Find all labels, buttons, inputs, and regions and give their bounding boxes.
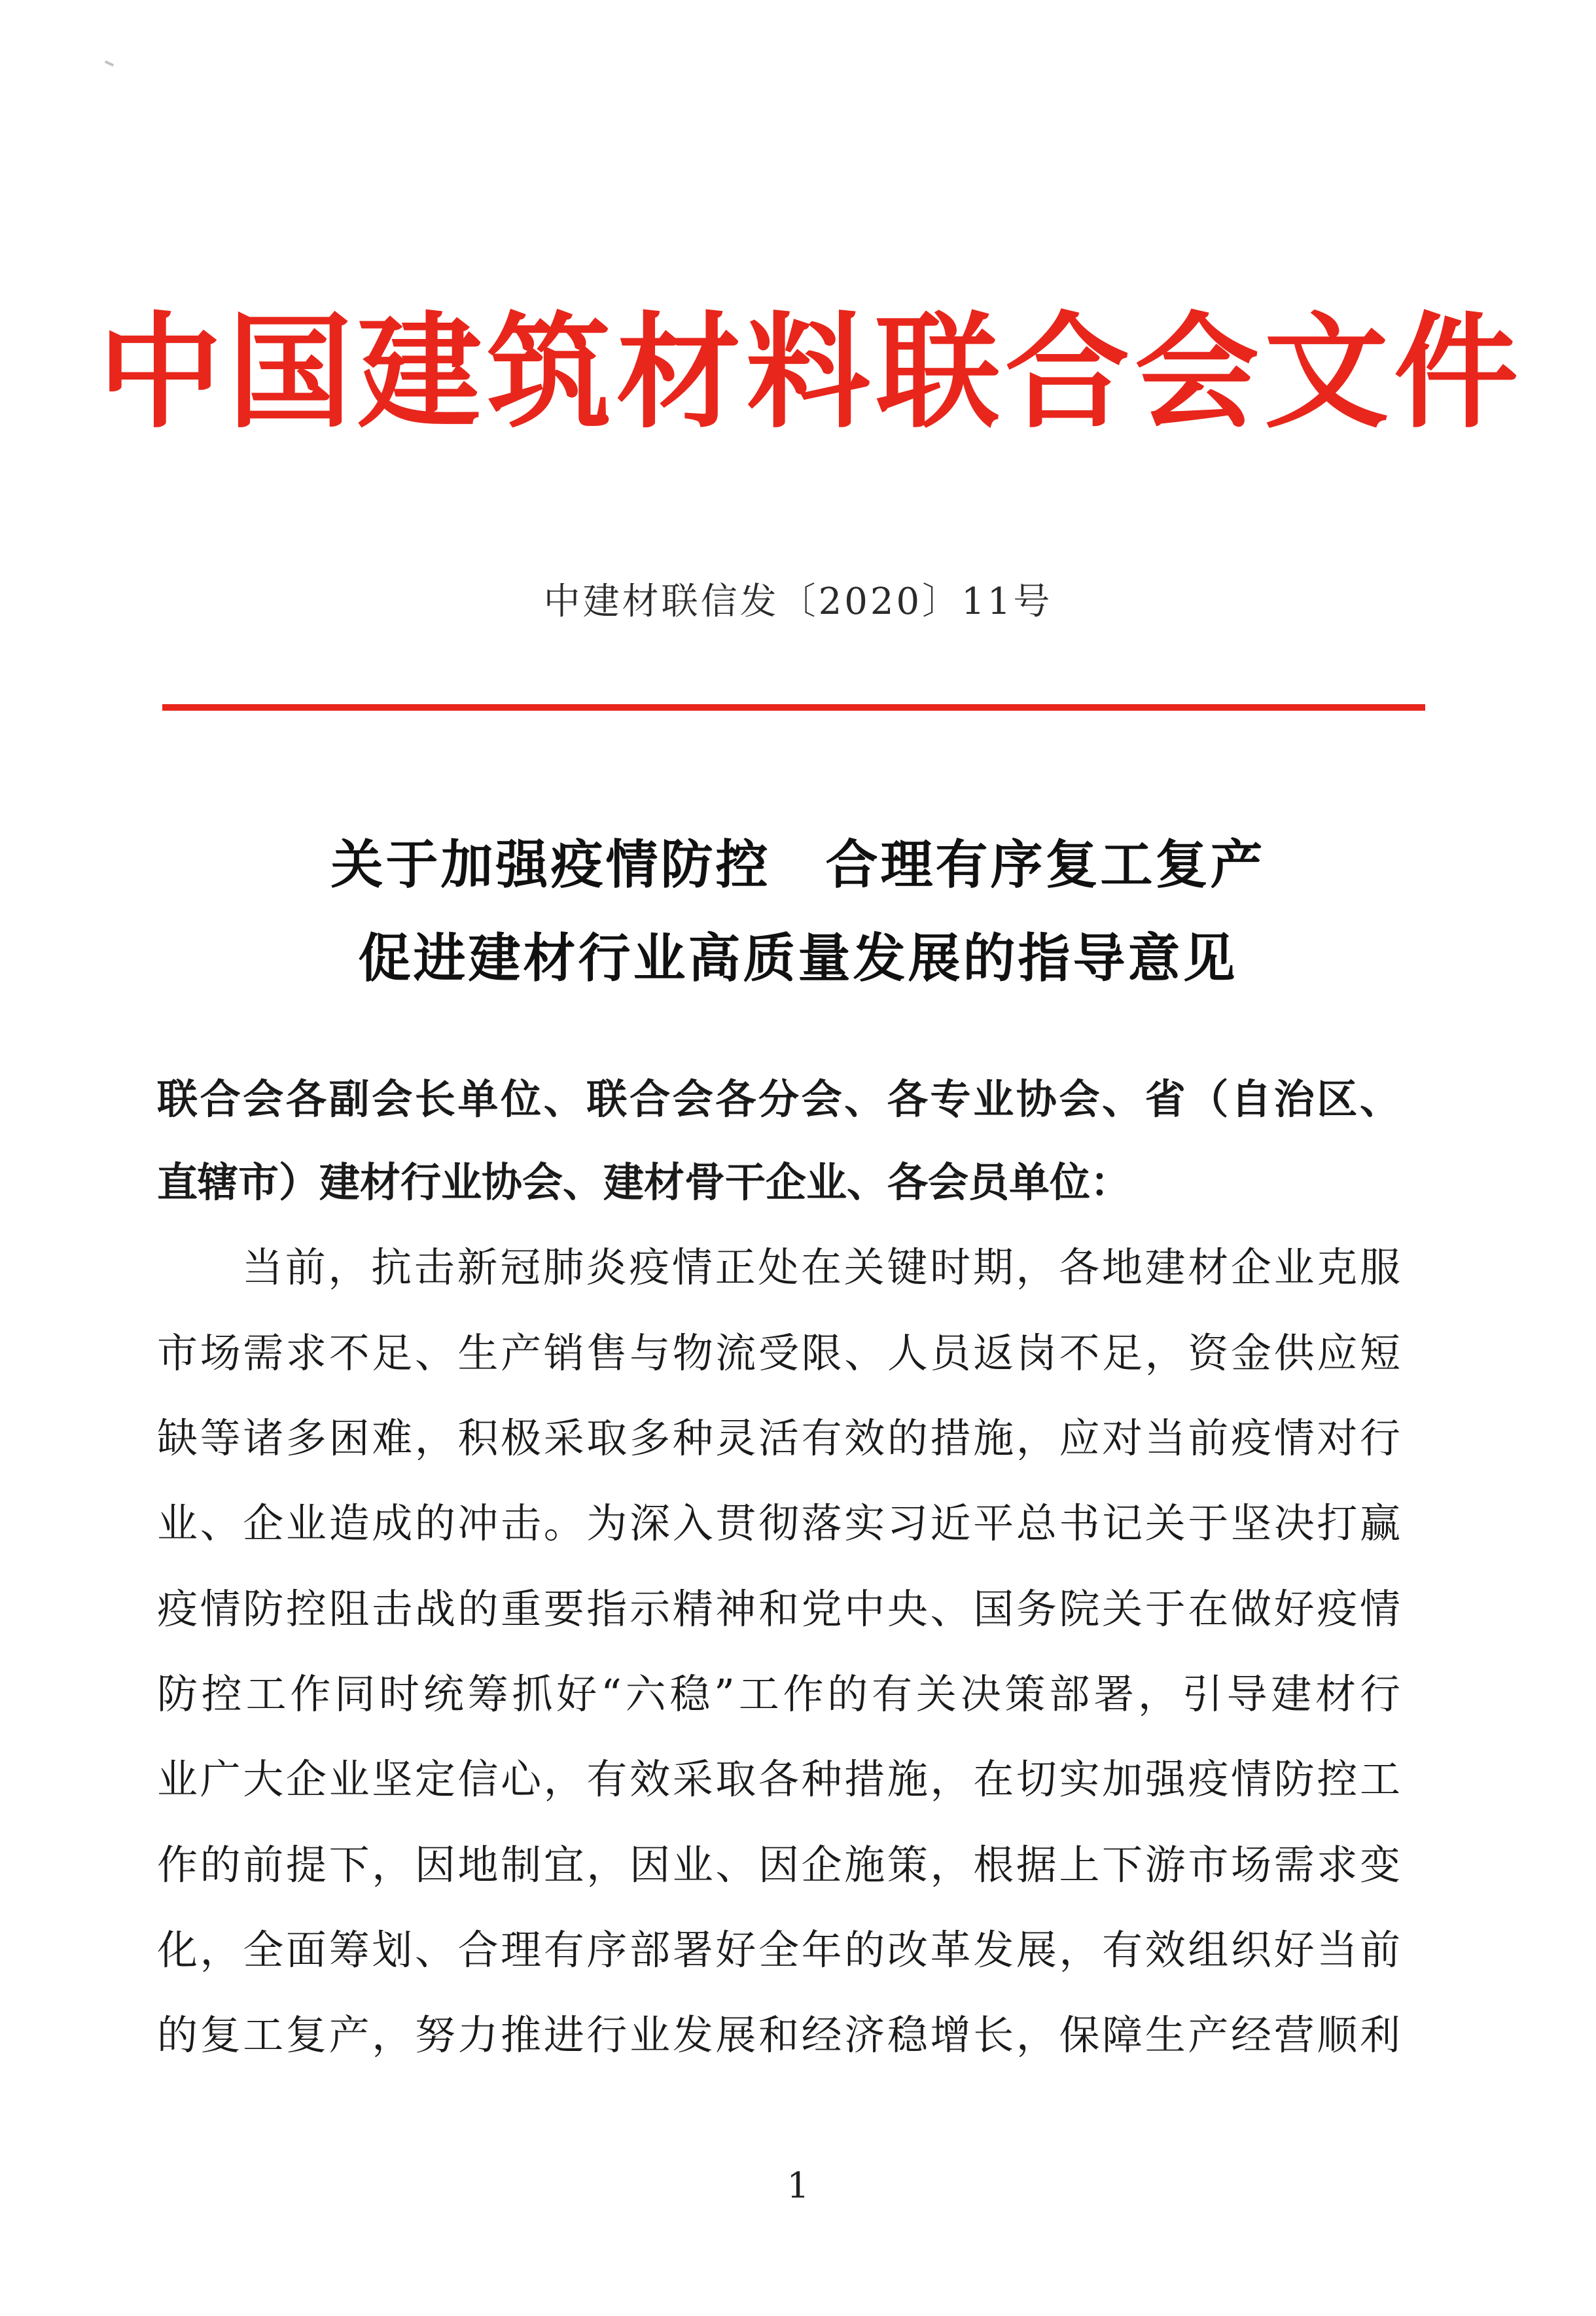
- body-line-1: 当前，抗击新冠肺炎疫情正处在关键时期，各地建材企业克服: [242, 1243, 1400, 1291]
- addressee-line-1: 联合会各副会长单位、联合会各分会、各专业协会、省（自治区、: [157, 1075, 1400, 1123]
- body-line-4: 业、企业造成的冲击。为深入贯彻落实习近平总书记关于坚决打赢: [157, 1499, 1400, 1547]
- addressee-line-2: 直辖市）建材行业协会、建材骨干企业、各会员单位：: [157, 1158, 1131, 1206]
- body-line-9: 化，全面筹划、合理有序部署好全年的改革发展，有效组织好当前: [157, 1926, 1400, 1974]
- body-line-8: 作的前提下，因地制宜，因业、因企施策，根据上下游市场需求变: [157, 1841, 1400, 1889]
- document-number: 中建材联信发〔2020〕11号: [543, 580, 1053, 623]
- body-line-6: 防控工作同时统筹抓好“六稳”工作的有关决策部署，引导建材行: [157, 1670, 1400, 1718]
- scan-artifact: [105, 60, 114, 67]
- body-line-3: 缺等诸多困难，积极采取多种灵活有效的措施，应对当前疫情对行: [157, 1414, 1400, 1462]
- body-line-5: 疫情防控阻击战的重要指示精神和党中央、国务院关于在做好疫情: [157, 1585, 1400, 1633]
- body-line-2: 市场需求不足、生产销售与物流受限、人员返岗不足，资金供应短: [157, 1329, 1400, 1377]
- masthead-title: 中国建筑材料联合会文件: [98, 300, 1524, 445]
- body-line-7: 业广大企业坚定信心，有效采取各种措施，在切实加强疫情防控工: [157, 1755, 1400, 1803]
- document-title-line-2: 促进建材行业高质量发展的指导意见: [358, 928, 1238, 989]
- document-title-line-1: 关于加强疫情防控 合理有序复工复产: [330, 834, 1266, 895]
- body-line-10: 的复工复产，努力推进行业发展和经济稳增长，保障生产经营顺利: [157, 2011, 1400, 2059]
- red-divider-line: [162, 704, 1425, 711]
- page-number: 1: [787, 2165, 809, 2206]
